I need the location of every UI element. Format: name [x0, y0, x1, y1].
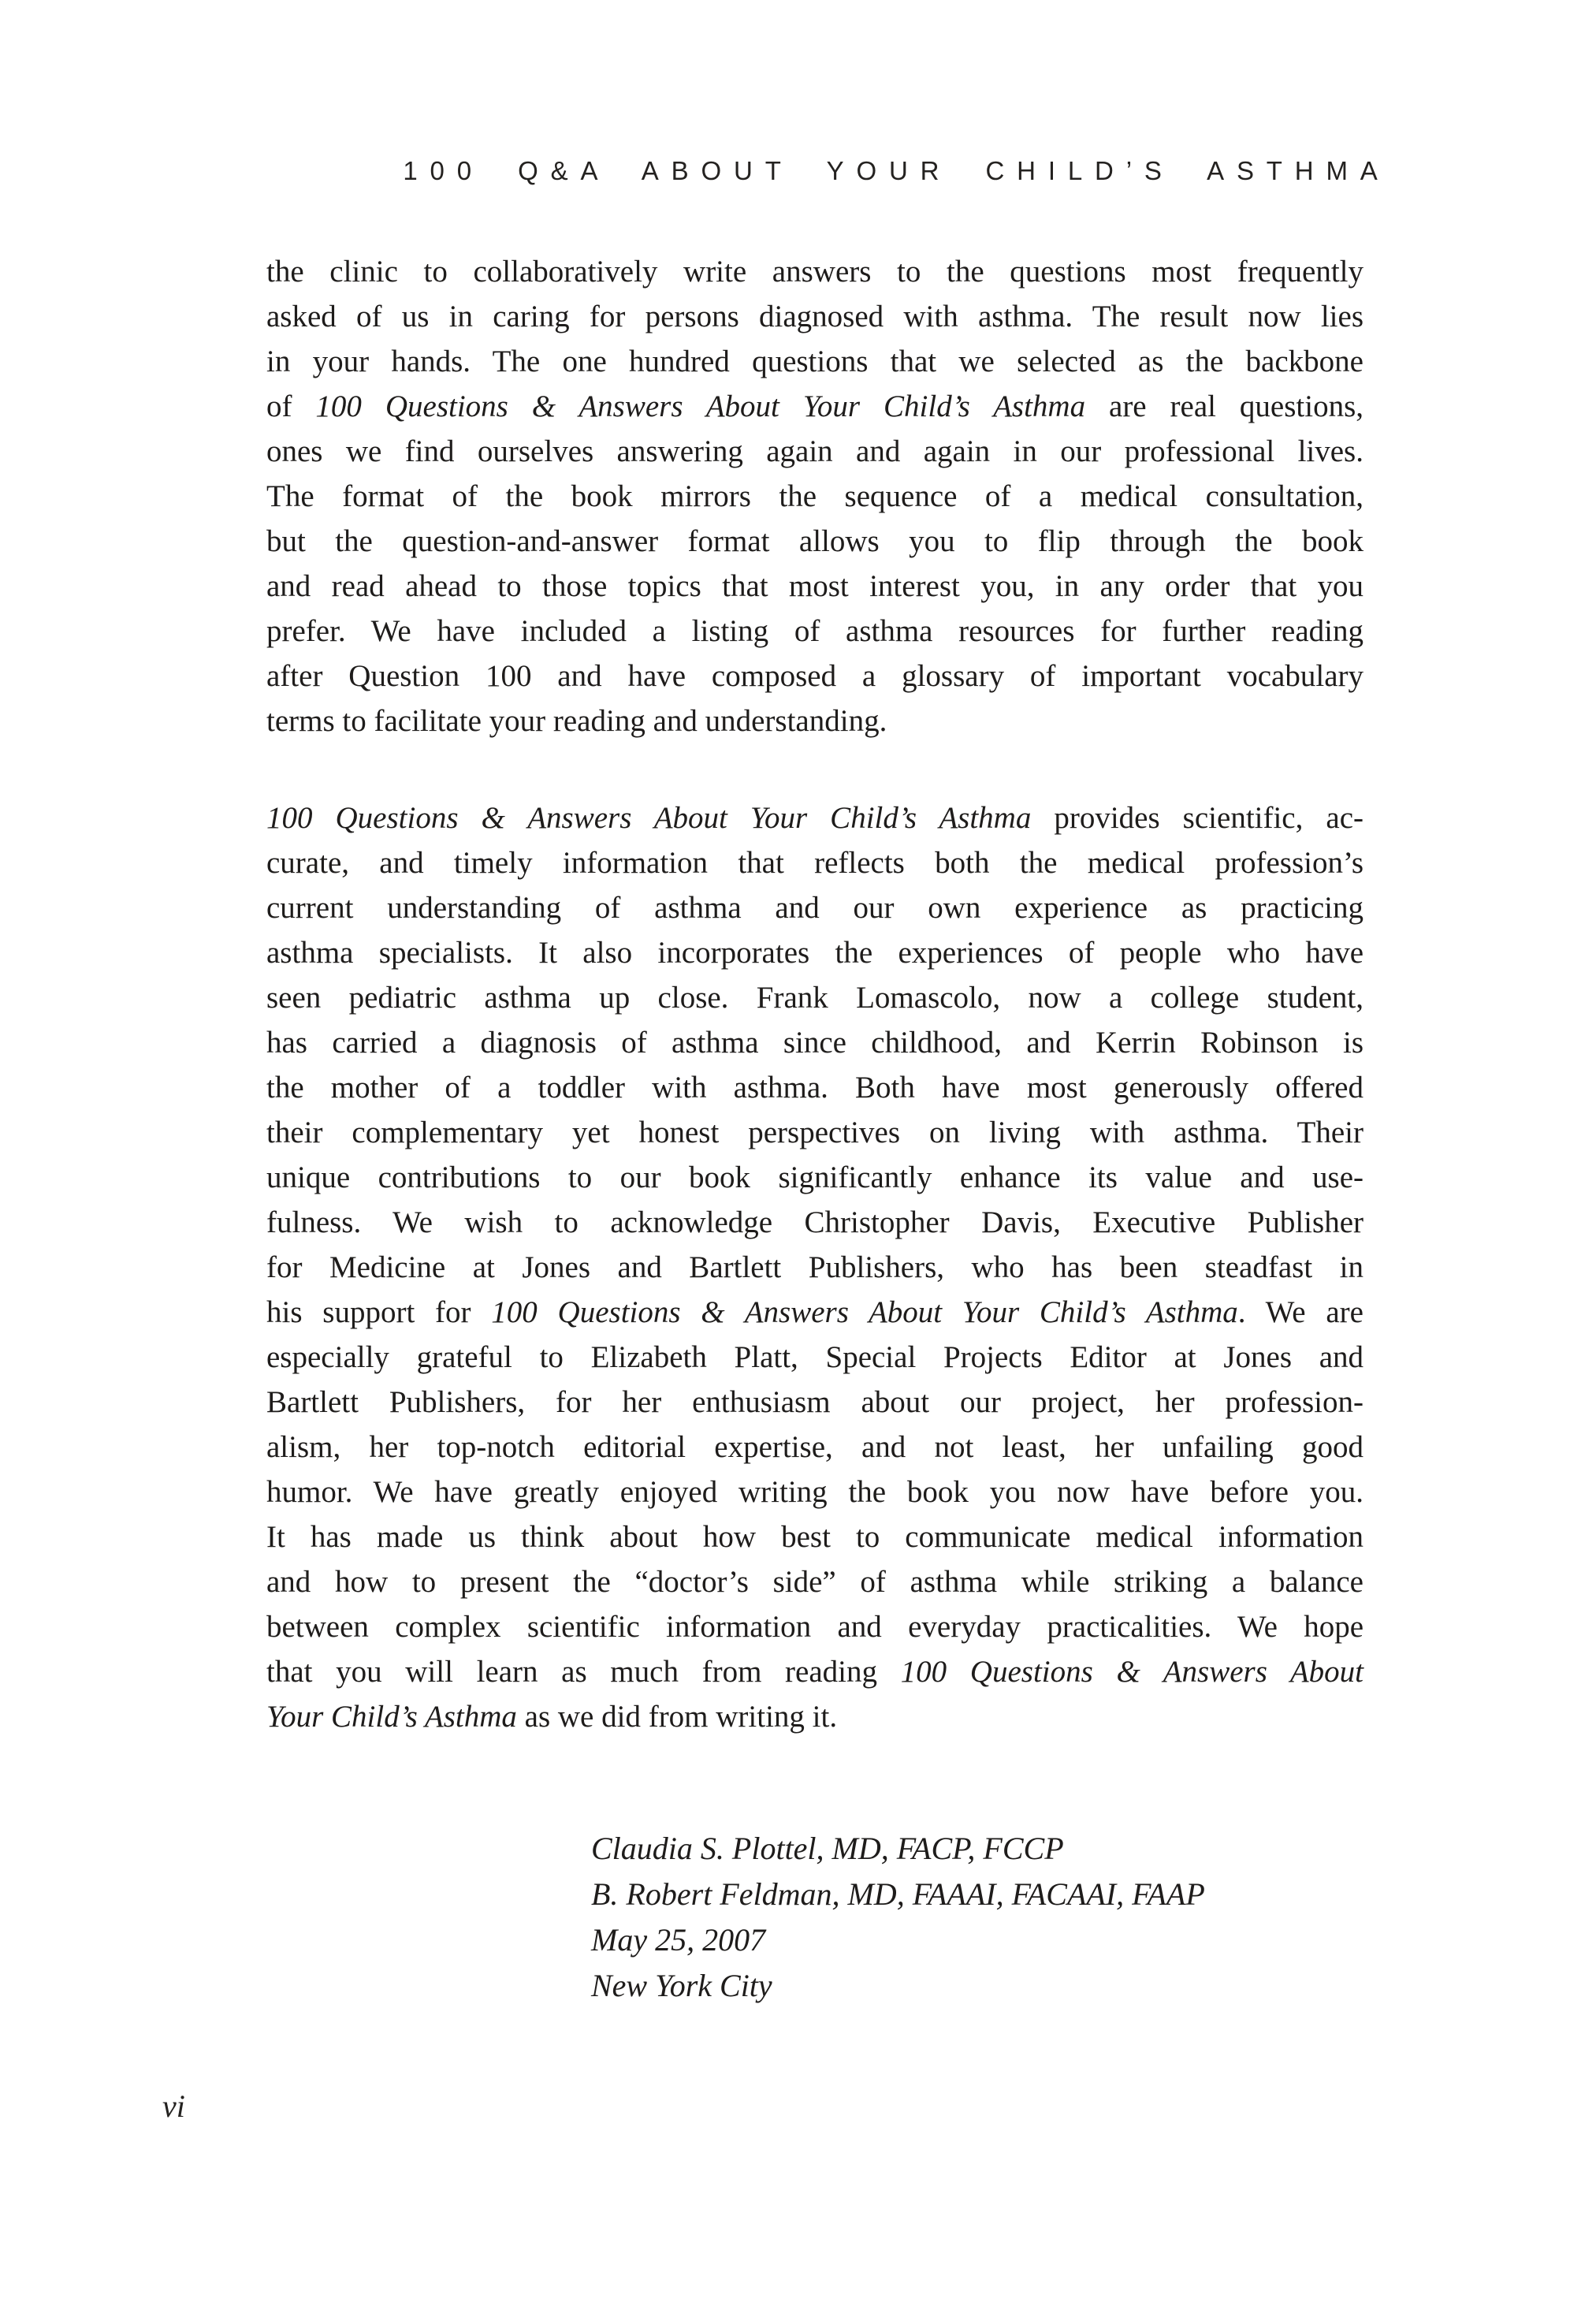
- text-line: [266, 384, 1363, 429]
- text-line: [266, 564, 1363, 609]
- text-segment: humor. We have greatly enjoyed writing the book you now have before you.: [266, 1475, 1363, 1509]
- signature-line: New York City: [591, 1968, 772, 2003]
- text-line: [266, 1470, 1363, 1514]
- text-segment: prefer. We have included a listing of asthma resources for further reading: [266, 614, 1363, 648]
- text-segment: for Medicine at Jones and Bartlett Publishers, who has been steadfast in: [266, 1250, 1363, 1284]
- paragraph: [266, 249, 1363, 743]
- paragraph: [266, 795, 1363, 1739]
- text-line: [266, 930, 1363, 975]
- signature-block: [591, 1826, 1363, 2009]
- text-segment: but the question-and-answer format allows you to flip through the book: [266, 524, 1363, 558]
- text-line: [266, 699, 1363, 743]
- book-title-italic: 100 Questions & Answers About: [900, 1655, 1364, 1689]
- text-segment: curate, and timely information that reflects both the medical profession’s: [266, 846, 1363, 880]
- running-head: 100 Q&A ABOUT YOUR CHILD’S ASTHMA: [403, 156, 1390, 185]
- text-segment: provides scientific, ac-: [1031, 801, 1363, 835]
- text-line: [266, 1649, 1363, 1694]
- text-segment: alism, her top-notch editorial expertise, and not least, her unfailing good: [266, 1430, 1363, 1464]
- text-segment: ones we find ourselves answering again and again in our professional lives.: [266, 434, 1363, 468]
- text-segment: unique contributions to our book significantly enhance its value and use-: [266, 1160, 1363, 1194]
- text-line: [266, 519, 1363, 564]
- text-segment: terms to facilitate your reading and understanding.: [266, 704, 887, 738]
- text-line: [266, 1290, 1363, 1335]
- text-line: [266, 975, 1363, 1020]
- signature-line: May 25, 2007: [591, 1922, 766, 1958]
- text-line: [266, 339, 1363, 384]
- text-line: [266, 1425, 1363, 1470]
- signature-line: Claudia S. Plottel, MD, FACP, FCCP: [591, 1831, 1064, 1866]
- text-line: [266, 1020, 1363, 1065]
- text-line: [266, 1694, 1363, 1739]
- text-segment: the mother of a toddler with asthma. Both have most generously offered: [266, 1071, 1363, 1105]
- text-line: [266, 609, 1363, 654]
- text-segment: seen pediatric asthma up close. Frank Lomascolo, now a college student,: [266, 981, 1363, 1015]
- text-line: [266, 1200, 1363, 1245]
- text-segment: asked of us in caring for persons diagnosed with asthma. The result now lies: [266, 300, 1363, 333]
- text-line: [266, 429, 1363, 474]
- text-segment: The format of the book mirrors the sequence of a medical consultation,: [266, 479, 1363, 513]
- text-line: [266, 1335, 1363, 1380]
- text-segment: . We are: [1237, 1295, 1363, 1329]
- text-segment: has carried a diagnosis of asthma since childhood, and Kerrin Robinson is: [266, 1026, 1363, 1060]
- signature-line: B. Robert Feldman, MD, FAAAI, FACAAI, FAAP: [591, 1876, 1205, 1912]
- text-segment: It has made us think about how best to communicate medical information: [266, 1520, 1363, 1554]
- text-line: [266, 885, 1363, 930]
- text-line: [266, 1514, 1363, 1559]
- book-title-italic: Your Child’s Asthma: [266, 1700, 517, 1734]
- text-segment: asthma specialists. It also incorporates the experiences of people who have: [266, 936, 1363, 970]
- text-segment: especially grateful to Elizabeth Platt, Special Projects Editor at Jones and: [266, 1340, 1363, 1374]
- text-line: [266, 1245, 1363, 1290]
- text-line: [266, 654, 1363, 699]
- text-line: [266, 1065, 1363, 1110]
- text-line: [266, 1559, 1363, 1604]
- book-title-italic: 100 Questions & Answers About Your Child’s Asthma: [491, 1295, 1238, 1329]
- text-segment: as we did from writing it.: [516, 1700, 838, 1734]
- text-line: [266, 1155, 1363, 1200]
- text-line: [266, 249, 1363, 294]
- text-segment: current understanding of asthma and our own experience as practicing: [266, 891, 1363, 925]
- page-number: vi: [162, 2088, 185, 2124]
- text-line: [266, 1380, 1363, 1425]
- text-segment: are real questions,: [1085, 389, 1363, 423]
- book-title-italic: 100 Questions & Answers About Your Child’s Asthma: [315, 389, 1086, 423]
- text-line: [266, 294, 1363, 339]
- book-title-italic: 100 Questions & Answers About Your Child’s Asthma: [266, 801, 1032, 835]
- text-line: [266, 474, 1363, 519]
- text-line: [266, 1110, 1363, 1155]
- preface-body: [266, 249, 1363, 2009]
- text-line: [266, 1604, 1363, 1649]
- text-segment: his support for: [266, 1295, 492, 1329]
- text-line: [266, 795, 1363, 840]
- text-segment: of: [266, 389, 316, 423]
- text-segment: their complementary yet honest perspectives on living with asthma. Their: [266, 1116, 1363, 1149]
- text-segment: after Question 100 and have composed a glossary of important vocabulary: [266, 659, 1363, 693]
- text-segment: between complex scientific information and everyday practicalities. We hope: [266, 1610, 1363, 1644]
- text-segment: Bartlett Publishers, for her enthusiasm about our project, her profession-: [266, 1385, 1363, 1419]
- text-segment: the clinic to collaboratively write answers to the questions most frequently: [266, 255, 1363, 289]
- text-segment: fulness. We wish to acknowledge Christopher Davis, Executive Publisher: [266, 1205, 1363, 1239]
- text-segment: and read ahead to those topics that most interest you, in any order that you: [266, 569, 1363, 603]
- text-segment: in your hands. The one hundred questions that we selected as the backbone: [266, 345, 1363, 378]
- text-line: [266, 840, 1363, 885]
- text-segment: that you will learn as much from reading: [266, 1655, 901, 1689]
- text-segment: and how to present the “doctor’s side” of asthma while striking a balance: [266, 1565, 1363, 1599]
